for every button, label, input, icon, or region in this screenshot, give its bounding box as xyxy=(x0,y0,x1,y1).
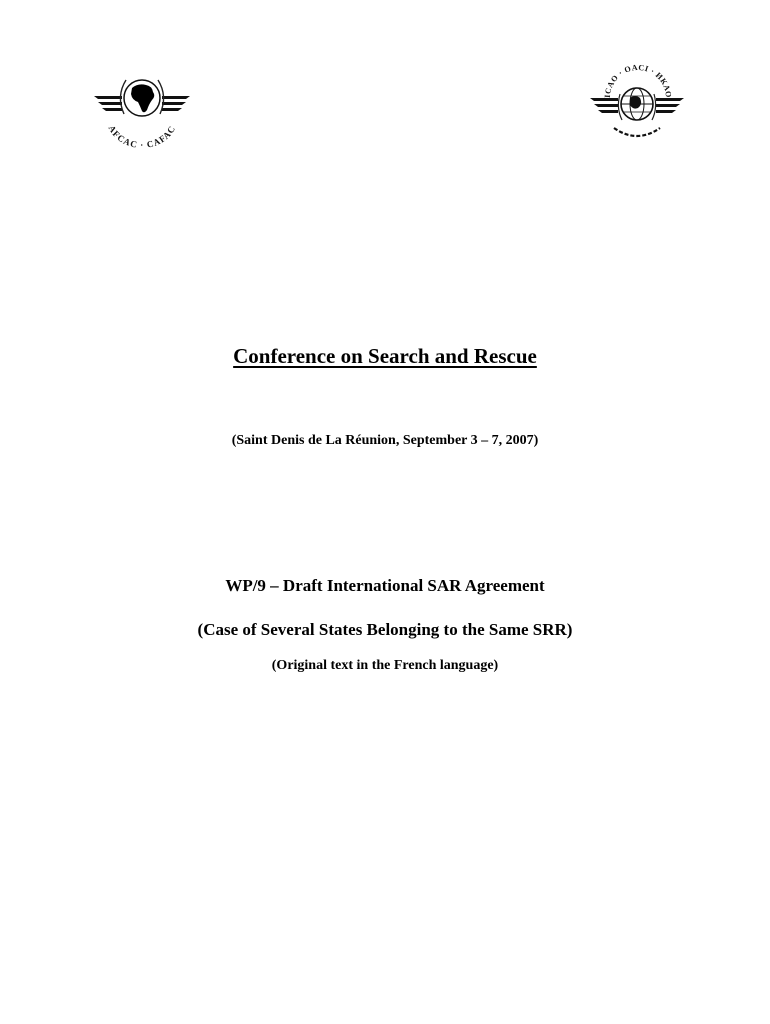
original-language-note: (Original text in the French language) xyxy=(271,658,499,673)
svg-text:ICAO · OACI · ИКАО: ICAO · OACI · ИКАО xyxy=(602,62,674,99)
working-paper-title: WP/9 – Draft International SAR Agreement xyxy=(225,576,545,595)
svg-text:AFCAC · CAFAC: AFCAC · CAFAC xyxy=(106,123,178,148)
conference-title: Conference on Search and Rescue xyxy=(233,344,537,368)
working-paper-case: (Case of Several States Belonging to the Same SRR) xyxy=(197,620,573,639)
icao-emblem-icon xyxy=(588,58,686,148)
afcac-emblem-icon xyxy=(92,66,192,148)
conference-subtitle: (Saint Denis de La Réunion, September 3 – 7, 2007) xyxy=(231,433,539,448)
